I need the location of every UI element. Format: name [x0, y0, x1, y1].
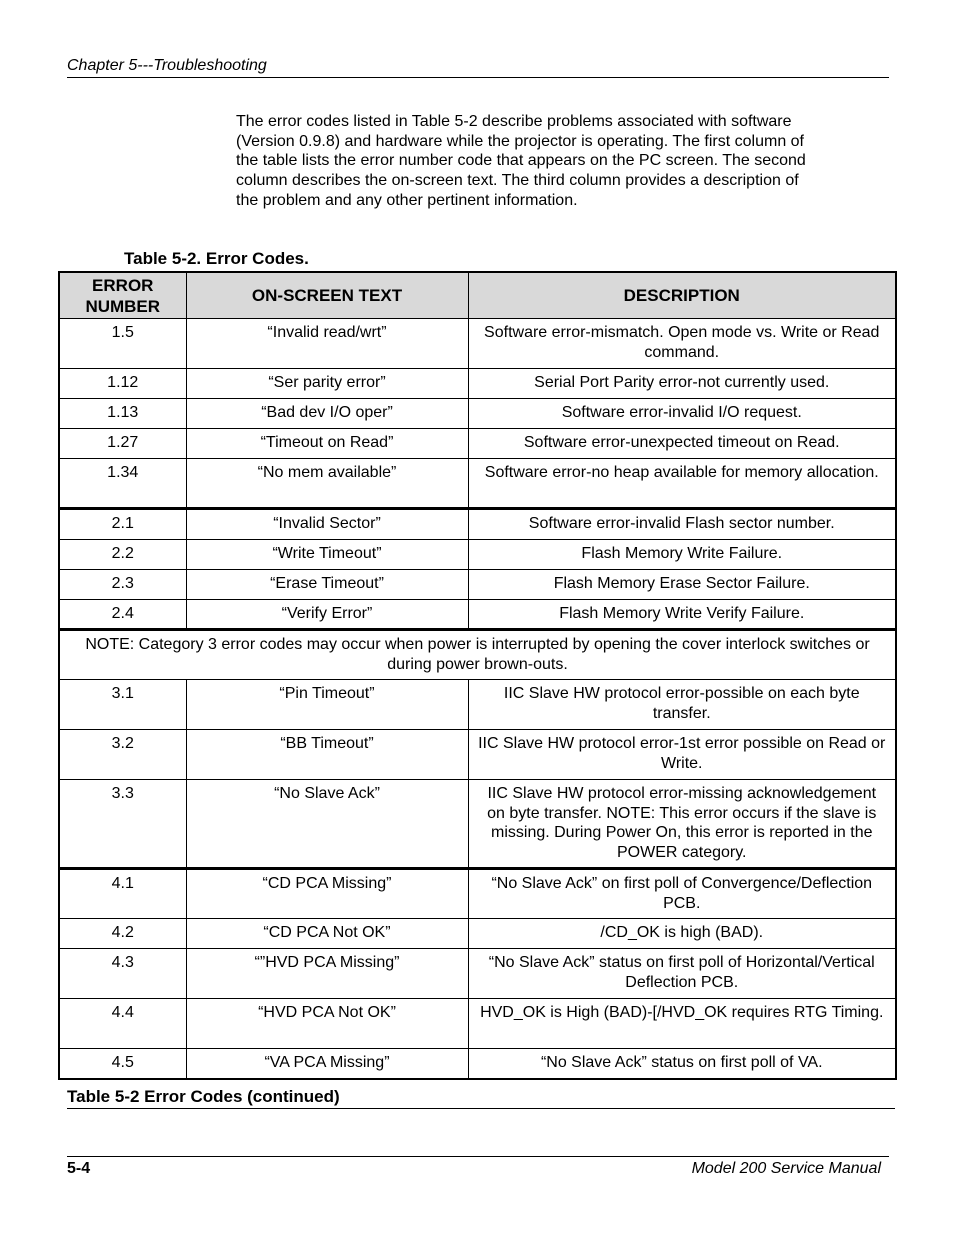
column-header-description: DESCRIPTION [468, 272, 896, 319]
description-cell: “No Slave Ack” status on first poll of Horizontal/Vertical Deflection PCB. [468, 949, 896, 999]
description-cell: IIC Slave HW protocol error-possible on each byte transfer. [468, 680, 896, 730]
table-row [59, 399, 896, 429]
table-row [59, 319, 896, 369]
table-row [59, 599, 896, 630]
error-number-cell: 1.27 [59, 429, 186, 459]
table-row [59, 369, 896, 399]
table-row [59, 539, 896, 569]
on-screen-text-cell: “BB Timeout” [186, 730, 468, 780]
on-screen-text-cell: “Timeout on Read” [186, 429, 468, 459]
on-screen-text-cell: “Pin Timeout” [186, 680, 468, 730]
description-cell: Software error-mismatch. Open mode vs. Write or Read command. [468, 319, 896, 369]
error-number-cell: 4.2 [59, 919, 186, 949]
on-screen-text-cell: “Write Timeout” [186, 539, 468, 569]
description-cell: “No Slave Ack” on first poll of Convergence/Deflection PCB. [468, 869, 896, 919]
description-cell: Software error-invalid I/O request. [468, 399, 896, 429]
column-header-on-screen-text: ON-SCREEN TEXT [186, 272, 468, 319]
error-number-cell: 1.5 [59, 319, 186, 369]
on-screen-text-cell: “Ser parity error” [186, 369, 468, 399]
on-screen-text-cell: “VA PCA Missing” [186, 1049, 468, 1079]
description-cell: Software error-invalid Flash sector number. [468, 509, 896, 540]
page-footer [67, 1156, 889, 1180]
table-row [59, 569, 896, 599]
table-row [59, 429, 896, 459]
table-row [59, 459, 896, 509]
table-row [59, 680, 896, 730]
error-number-cell: 4.3 [59, 949, 186, 999]
description-cell: HVD_OK is High (BAD)-[/HVD_OK requires RTG Timing. [468, 999, 896, 1049]
on-screen-text-cell: “Bad dev I/O oper” [186, 399, 468, 429]
on-screen-text-cell: “CD PCA Not OK” [186, 919, 468, 949]
table-row [59, 780, 896, 869]
error-codes-table [58, 271, 897, 1080]
error-number-cell: 4.1 [59, 869, 186, 919]
column-header-error-number: ERROR NUMBER [59, 272, 186, 319]
error-number-cell: 2.1 [59, 509, 186, 540]
on-screen-text-cell: “HVD PCA Not OK” [186, 999, 468, 1049]
description-cell: Serial Port Parity error-not currently used. [468, 369, 896, 399]
error-number-cell: 3.2 [59, 730, 186, 780]
error-number-cell: 1.13 [59, 399, 186, 429]
manual-title: Model 200 Service Manual [691, 1160, 881, 1177]
description-cell: “No Slave Ack” status on first poll of VA. [468, 1049, 896, 1079]
error-number-cell: 2.4 [59, 599, 186, 630]
table-continued-caption: Table 5-2 Error Codes (continued) [67, 1087, 895, 1109]
on-screen-text-cell: “”HVD PCA Missing” [186, 949, 468, 999]
description-cell: /CD_OK is high (BAD). [468, 919, 896, 949]
on-screen-text-cell: “Invalid read/wrt” [186, 319, 468, 369]
error-number-cell: 2.2 [59, 539, 186, 569]
error-number-cell: 3.3 [59, 780, 186, 869]
table-row [59, 509, 896, 540]
on-screen-text-cell: “Verify Error” [186, 599, 468, 630]
table-row [59, 949, 896, 999]
description-cell: Software error-no heap available for memory allocation. [468, 459, 896, 509]
on-screen-text-cell: “Erase Timeout” [186, 569, 468, 599]
description-cell: Software error-unexpected timeout on Read. [468, 429, 896, 459]
table-row [59, 1049, 896, 1079]
table-title: Table 5-2. Error Codes. [124, 249, 309, 268]
table-body [59, 319, 896, 1079]
description-cell: Flash Memory Erase Sector Failure. [468, 569, 896, 599]
table-header-row [59, 272, 896, 319]
on-screen-text-cell: “No Slave Ack” [186, 780, 468, 869]
error-number-cell: 4.4 [59, 999, 186, 1049]
error-number-cell: 4.5 [59, 1049, 186, 1079]
table-row [59, 869, 896, 919]
description-cell: IIC Slave HW protocol error-1st error possible on Read or Write. [468, 730, 896, 780]
on-screen-text-cell: “Invalid Sector” [186, 509, 468, 540]
on-screen-text-cell: “No mem available” [186, 459, 468, 509]
on-screen-text-cell: “CD PCA Missing” [186, 869, 468, 919]
error-number-cell: 1.34 [59, 459, 186, 509]
table-row [59, 730, 896, 780]
error-number-cell: 2.3 [59, 569, 186, 599]
table-row [59, 999, 896, 1049]
error-number-cell: 3.1 [59, 680, 186, 730]
description-cell: IIC Slave HW protocol error-missing acknowledgement on byte transfer. NOTE: This error occurs if the slave is missing. During Power On, this error is reported in the POWER category. [468, 780, 896, 869]
intro-paragraph: The error codes listed in Table 5-2 describe problems associated with software (Version 0.9.8) and hardware while the projector is operating. The first column of the table lists the error number code that appears on the PC screen. The second column describes the on-screen text. The third column provides a description of the problem and any other pertinent information. [236, 113, 806, 209]
error-number-cell: 1.12 [59, 369, 186, 399]
page-number: 5-4 [67, 1160, 91, 1177]
note-row [59, 630, 896, 680]
table-row [59, 919, 896, 949]
description-cell: Flash Memory Write Verify Failure. [468, 599, 896, 630]
chapter-title: Chapter 5---Troubleshooting [67, 57, 267, 74]
page-header [67, 57, 889, 78]
description-cell: Flash Memory Write Failure. [468, 539, 896, 569]
category-note: NOTE: Category 3 error codes may occur when power is interrupted by opening the cover interlock switches or during power brown-outs. [59, 630, 896, 680]
